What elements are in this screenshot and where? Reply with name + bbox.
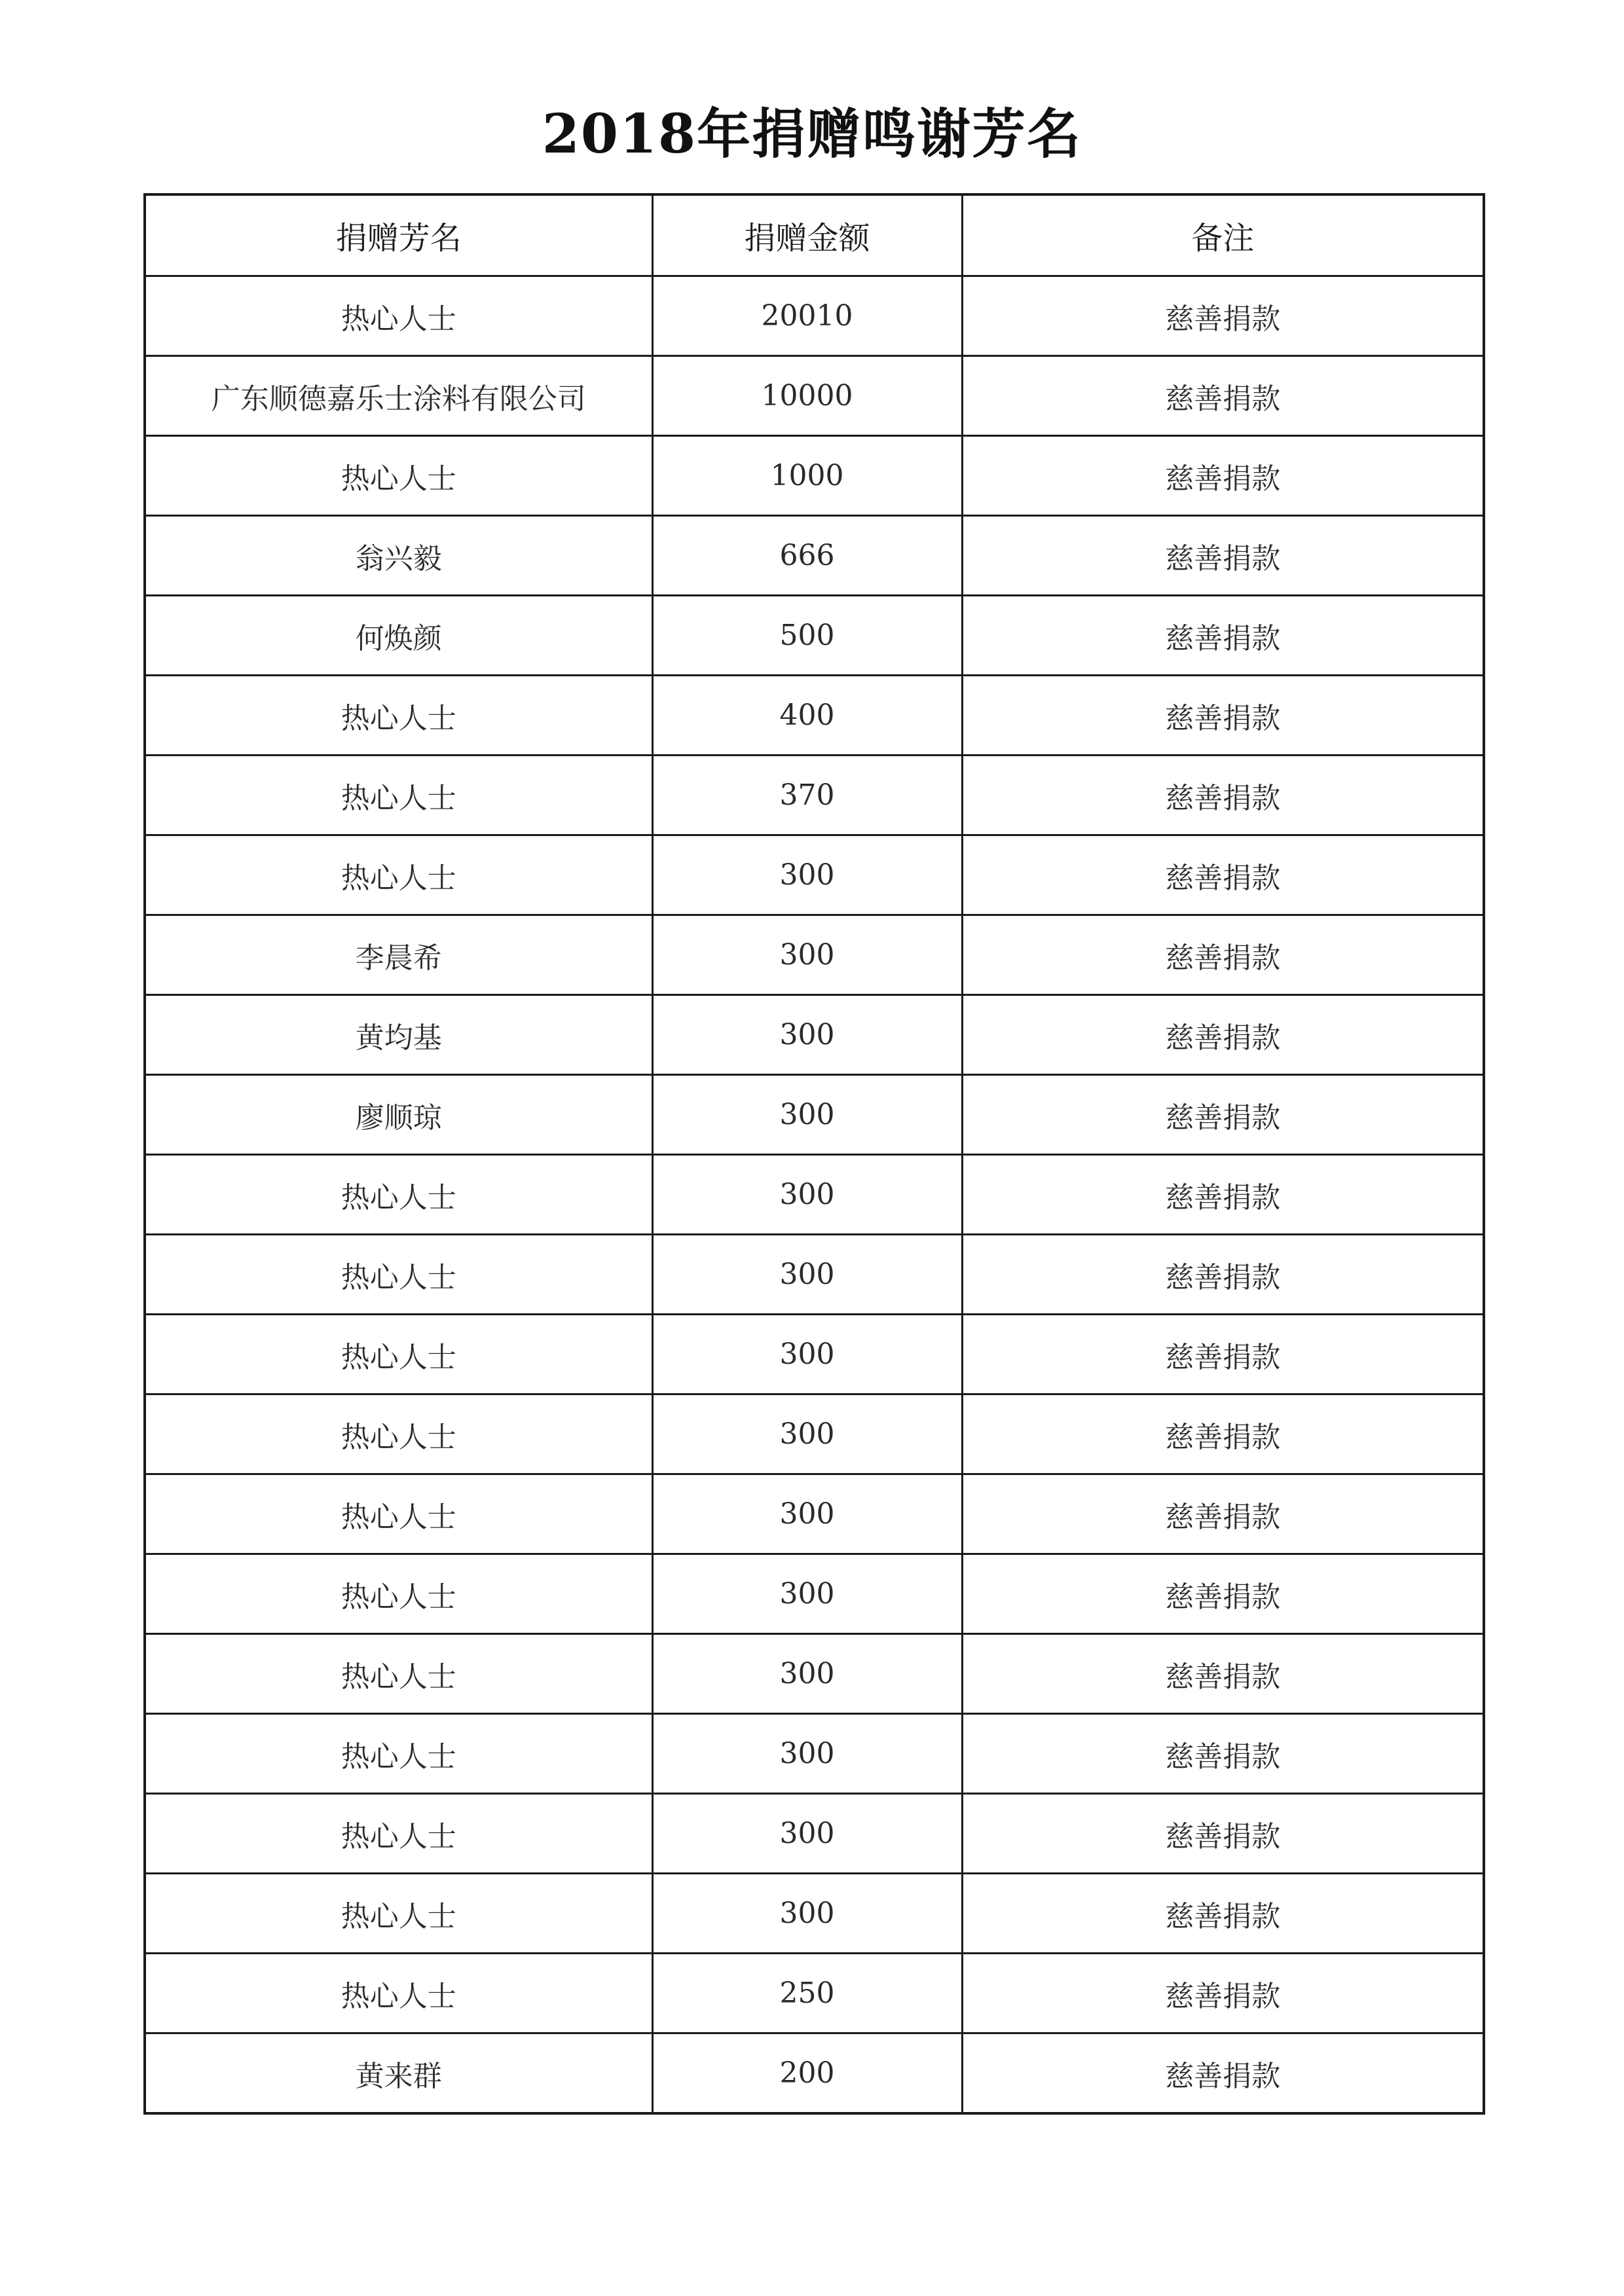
donor-name-cell: 何焕颜 (145, 596, 652, 676)
donation-amount-cell: 300 (652, 1235, 962, 1315)
column-header-remarks: 备注 (962, 194, 1484, 276)
table-row (145, 1394, 1484, 1474)
column-header-donation-amount: 捐赠金额 (652, 194, 962, 276)
donor-name-cell: 廖顺琼 (145, 1075, 652, 1155)
donation-amount-cell: 300 (652, 1075, 962, 1155)
remarks-cell: 慈善捐款 (962, 1794, 1484, 1874)
donation-amount-cell: 300 (652, 1474, 962, 1554)
table-row (145, 756, 1484, 835)
remarks-cell: 慈善捐款 (962, 1474, 1484, 1554)
donation-amount-cell: 300 (652, 1315, 962, 1394)
donation-amount-cell: 1000 (652, 436, 962, 516)
remarks-cell: 慈善捐款 (962, 995, 1484, 1075)
table-row (145, 1874, 1484, 1954)
remarks-cell: 慈善捐款 (962, 276, 1484, 356)
donor-name-cell: 热心人士 (145, 1714, 652, 1794)
table-row (145, 1954, 1484, 2033)
donor-name-cell: 热心人士 (145, 835, 652, 915)
remarks-cell: 慈善捐款 (962, 676, 1484, 756)
donor-name-cell: 热心人士 (145, 1235, 652, 1315)
table-row (145, 835, 1484, 915)
remarks-cell: 慈善捐款 (962, 1155, 1484, 1235)
donor-name-cell: 热心人士 (145, 1954, 652, 2033)
remarks-cell: 慈善捐款 (962, 436, 1484, 516)
table-row (145, 1714, 1484, 1794)
donor-name-cell: 热心人士 (145, 1794, 652, 1874)
table-row (145, 1155, 1484, 1235)
donor-name-cell: 热心人士 (145, 1554, 652, 1634)
donation-amount-cell: 300 (652, 835, 962, 915)
remarks-cell: 慈善捐款 (962, 835, 1484, 915)
remarks-cell: 慈善捐款 (962, 2033, 1484, 2114)
table-row (145, 1554, 1484, 1634)
remarks-cell: 慈善捐款 (962, 1554, 1484, 1634)
table-row (145, 356, 1484, 436)
donor-name-cell: 热心人士 (145, 436, 652, 516)
table-row (145, 1075, 1484, 1155)
donor-name-cell: 热心人士 (145, 756, 652, 835)
remarks-cell: 慈善捐款 (962, 356, 1484, 436)
table-row (145, 2033, 1484, 2114)
remarks-cell: 慈善捐款 (962, 1954, 1484, 2033)
column-header-donor-name: 捐赠芳名 (145, 194, 652, 276)
donation-amount-cell: 300 (652, 1554, 962, 1634)
remarks-cell: 慈善捐款 (962, 1634, 1484, 1714)
donation-table (143, 193, 1485, 2115)
table-row (145, 1235, 1484, 1315)
donation-amount-cell: 300 (652, 1155, 962, 1235)
donation-amount-cell: 666 (652, 516, 962, 596)
donation-amount-cell: 200 (652, 2033, 962, 2114)
table-header-row (145, 194, 1484, 276)
donation-amount-cell: 300 (652, 915, 962, 995)
remarks-cell: 慈善捐款 (962, 516, 1484, 596)
donation-amount-cell: 300 (652, 1874, 962, 1954)
remarks-cell: 慈善捐款 (962, 915, 1484, 995)
table-row (145, 436, 1484, 516)
donor-name-cell: 热心人士 (145, 676, 652, 756)
remarks-cell: 慈善捐款 (962, 596, 1484, 676)
donation-amount-cell: 300 (652, 995, 962, 1075)
donation-amount-cell: 300 (652, 1394, 962, 1474)
table-row (145, 1315, 1484, 1394)
donor-name-cell: 黄均基 (145, 995, 652, 1075)
donation-amount-cell: 250 (652, 1954, 962, 2033)
donor-name-cell: 热心人士 (145, 276, 652, 356)
table-row (145, 1634, 1484, 1714)
remarks-cell: 慈善捐款 (962, 1874, 1484, 1954)
table-row (145, 1474, 1484, 1554)
donor-name-cell: 黄来群 (145, 2033, 652, 2114)
donor-name-cell: 李晨希 (145, 915, 652, 995)
donor-name-cell: 热心人士 (145, 1634, 652, 1714)
donor-name-cell: 热心人士 (145, 1474, 652, 1554)
table-row (145, 596, 1484, 676)
remarks-cell: 慈善捐款 (962, 1315, 1484, 1394)
remarks-cell: 慈善捐款 (962, 1075, 1484, 1155)
table-row (145, 915, 1484, 995)
table-row (145, 1794, 1484, 1874)
donation-amount-cell: 300 (652, 1634, 962, 1714)
donor-name-cell: 翁兴毅 (145, 516, 652, 596)
table-row (145, 995, 1484, 1075)
donation-amount-cell: 300 (652, 1714, 962, 1794)
donation-amount-cell: 370 (652, 756, 962, 835)
remarks-cell: 慈善捐款 (962, 1714, 1484, 1794)
table-row (145, 516, 1484, 596)
table-row (145, 676, 1484, 756)
table-row (145, 276, 1484, 356)
donor-name-cell: 热心人士 (145, 1874, 652, 1954)
table-body (145, 276, 1484, 2114)
donation-amount-cell: 400 (652, 676, 962, 756)
donor-name-cell: 广东顺德嘉乐士涂料有限公司 (145, 356, 652, 436)
donation-amount-cell: 500 (652, 596, 962, 676)
donor-name-cell: 热心人士 (145, 1315, 652, 1394)
donor-name-cell: 热心人士 (145, 1155, 652, 1235)
remarks-cell: 慈善捐款 (962, 756, 1484, 835)
donation-amount-cell: 10000 (652, 356, 962, 436)
donor-name-cell: 热心人士 (145, 1394, 652, 1474)
remarks-cell: 慈善捐款 (962, 1235, 1484, 1315)
remarks-cell: 慈善捐款 (962, 1394, 1484, 1474)
donation-amount-cell: 20010 (652, 276, 962, 356)
page-title: 2018年捐赠鸣谢芳名 (542, 103, 1082, 166)
donation-amount-cell: 300 (652, 1794, 962, 1874)
